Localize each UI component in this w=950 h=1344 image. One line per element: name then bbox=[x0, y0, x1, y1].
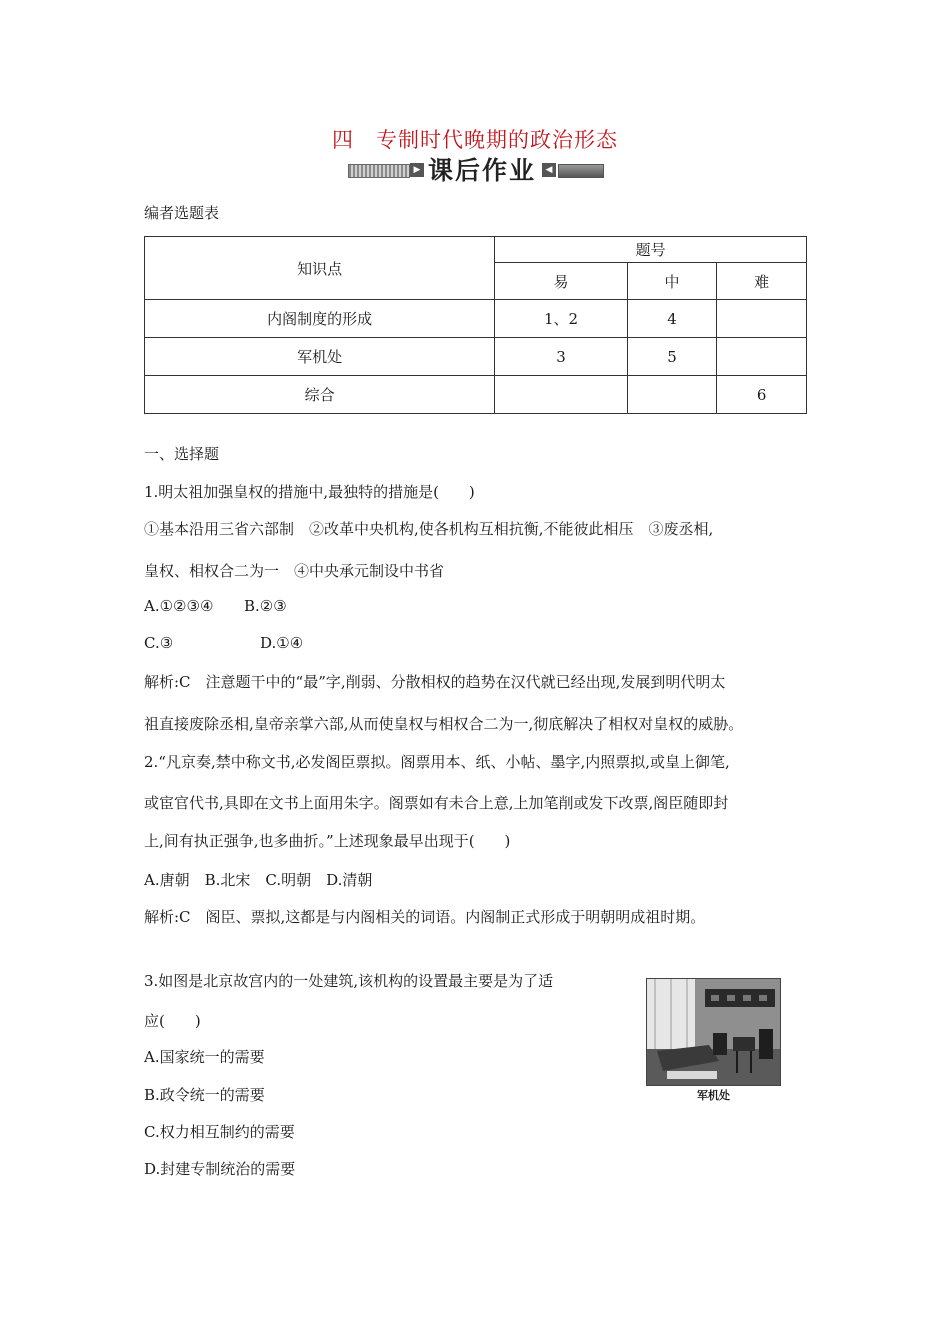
q1-analysis-line1: 解析:C 注意题干中的“最”字,削弱、分散相权的趋势在汉代就已经出现,发展到明代明太 bbox=[144, 673, 726, 691]
q1-option-a: A.①②③④ bbox=[144, 597, 214, 615]
hard-cell bbox=[717, 300, 807, 338]
section-title: 一、选择题 bbox=[144, 445, 220, 463]
banner-label: 课后作业 bbox=[427, 156, 536, 185]
q1-option-c: C.③ bbox=[144, 634, 174, 652]
q1-items-line1: ①基本沿用三省六部制 ②改革中央机构,使各机构互相抗衡,不能彼此相压 ③废丞相, bbox=[144, 520, 714, 538]
table-row bbox=[145, 338, 807, 376]
table-row bbox=[145, 300, 807, 338]
question-selection-table bbox=[144, 236, 807, 414]
q3-option-b: B.政令统一的需要 bbox=[144, 1086, 265, 1104]
banner-right-bar bbox=[558, 164, 604, 178]
q3-option-c: C.权力相互制约的需要 bbox=[144, 1123, 295, 1141]
page-title: 四 专制时代晚期的政治形态 bbox=[332, 128, 618, 152]
junjichu-photo-drawing bbox=[647, 979, 780, 1085]
play-left-icon: ◀ bbox=[542, 163, 556, 177]
medium-cell bbox=[627, 376, 717, 414]
q2-line3: 上,间有执正强争,也多曲折。”上述现象最早出现于( ) bbox=[144, 832, 511, 850]
q1-option-d: D.①④ bbox=[260, 634, 304, 652]
table-caption: 编者选题表 bbox=[144, 204, 220, 222]
knowledge-header: 知识点 bbox=[145, 237, 495, 300]
q2-line2: 或宦官代书,具即在文书上面用朱字。阁票如有未合上意,上加笔削或发下改票,阁臣随即封 bbox=[144, 794, 729, 812]
q3-line2: 应( ) bbox=[144, 1012, 201, 1030]
hard-cell: 6 bbox=[717, 376, 807, 414]
q1-items-line2: 皇权、相权合二为一 ④中央承元制设中书省 bbox=[144, 562, 445, 580]
medium-cell: 4 bbox=[627, 300, 717, 338]
photo-caption: 军机处 bbox=[697, 1089, 730, 1102]
topic-cell: 内阁制度的形成 bbox=[145, 300, 495, 338]
q3-line1: 3.如图是北京故宫内的一处建筑,该机构的设置最主要是为了适 bbox=[144, 972, 554, 990]
medium-cell: 5 bbox=[627, 338, 717, 376]
homework-banner bbox=[346, 157, 604, 185]
easy-cell bbox=[495, 376, 627, 414]
easy-cell: 1、2 bbox=[495, 300, 627, 338]
question-number-header: 题号 bbox=[495, 237, 807, 263]
level-medium-header: 中 bbox=[627, 263, 717, 300]
q1-analysis-line2: 祖直接废除丞相,皇帝亲掌六部,从而使皇权与相权合二为一,彻底解决了相权对皇权的威胁。 bbox=[144, 715, 744, 733]
table-row bbox=[145, 376, 807, 414]
level-easy-header: 易 bbox=[495, 263, 627, 300]
q1-stem: 1.明太祖加强皇权的措施中,最独特的措施是( ) bbox=[144, 483, 475, 501]
q2-line1: 2.“凡京奏,禁中称文书,必发阁臣票拟。阁票用本、纸、小帖、墨字,内照票拟,或皇上御笔, bbox=[144, 753, 730, 771]
banner-left-bar bbox=[348, 164, 410, 178]
q3-option-d: D.封建专制统治的需要 bbox=[144, 1160, 296, 1178]
play-right-icon: ▶ bbox=[410, 163, 424, 177]
hard-cell bbox=[717, 338, 807, 376]
topic-cell: 综合 bbox=[145, 376, 495, 414]
q1-option-b: B.②③ bbox=[244, 597, 287, 615]
easy-cell: 3 bbox=[495, 338, 627, 376]
level-hard-header: 难 bbox=[717, 263, 807, 300]
topic-cell: 军机处 bbox=[145, 338, 495, 376]
q2-options: A.唐朝 B.北宋 C.明朝 D.清朝 bbox=[144, 871, 373, 889]
q2-analysis: 解析:C 阁臣、票拟,这都是与内阁相关的词语。内阁制正式形成于明朝明成祖时期。 bbox=[144, 908, 706, 926]
junjichu-photo bbox=[646, 978, 781, 1086]
q3-option-a: A.国家统一的需要 bbox=[144, 1048, 265, 1066]
